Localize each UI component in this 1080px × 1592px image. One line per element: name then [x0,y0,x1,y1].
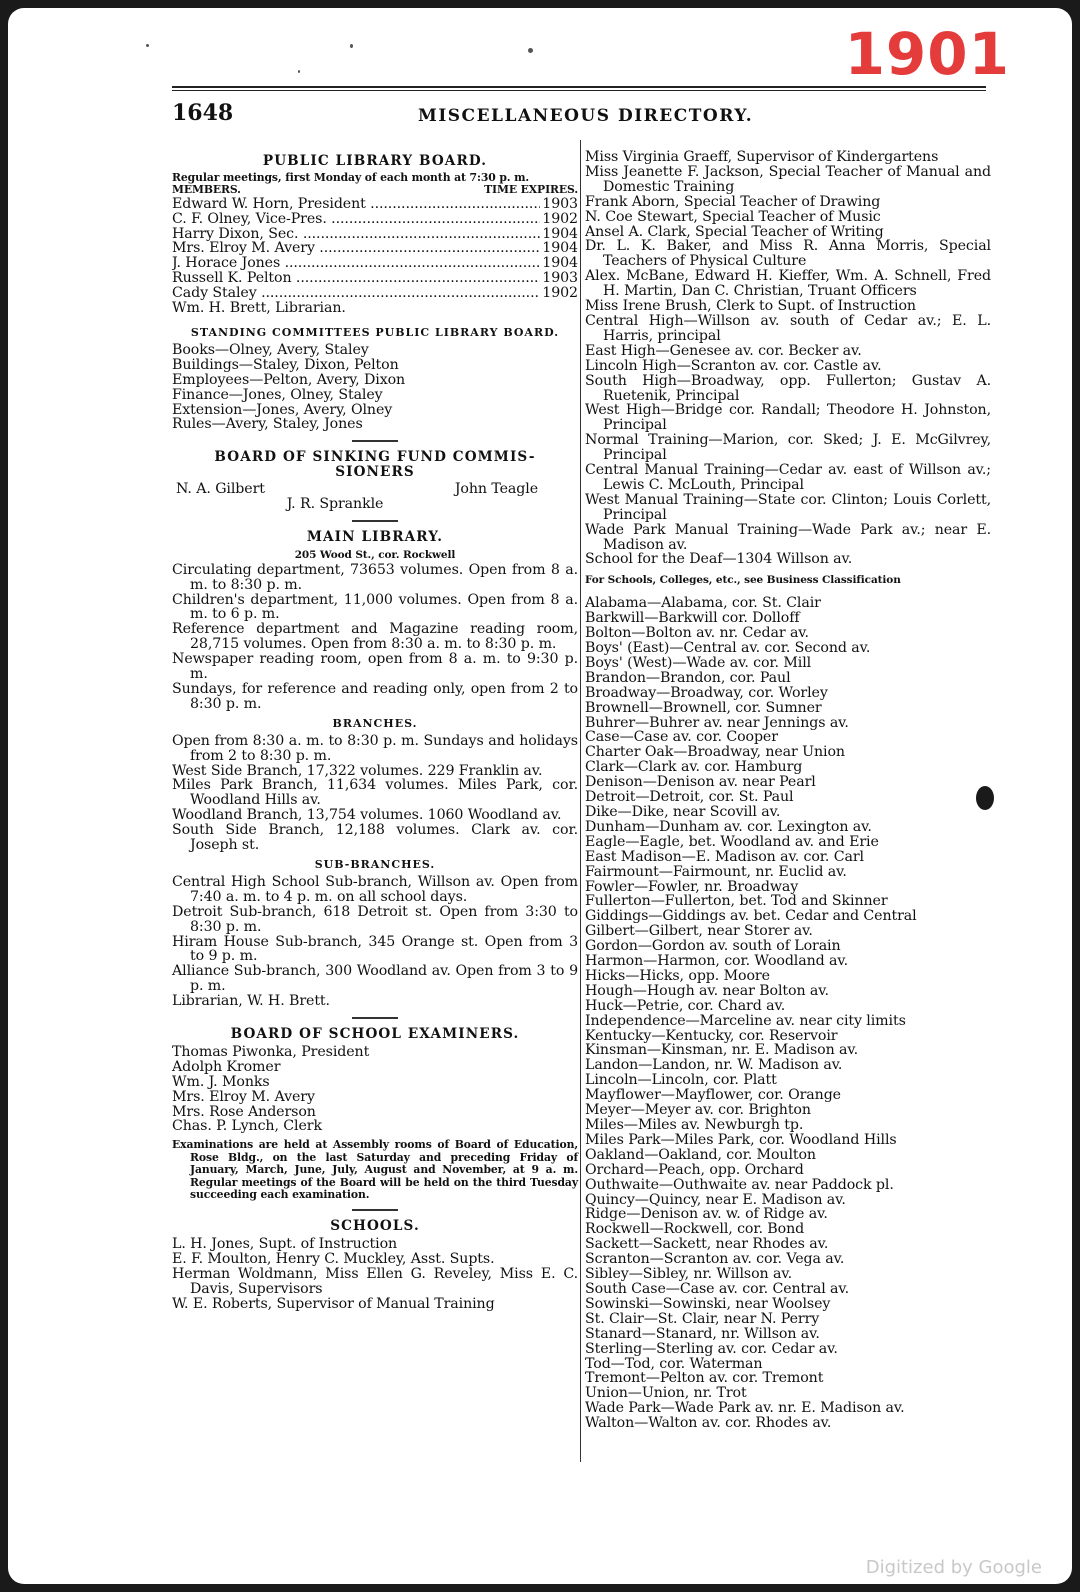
schools-entry: Alex. McBane, Edward H. Kieffer, Wm. A. Schnell, Fred H. Martin, Dan C. Christian, Truant Officers [585,268,991,300]
school-list-item: Sowinski—Sowinski, near Woolsey [585,1295,831,1312]
branches-heading: BRANCHES. [332,716,418,730]
schools-right-entries [585,150,991,567]
schools-entry: Miss Virginia Graeff, Supervisor of Kindergartens [585,149,939,165]
member-expires: 1904 [542,255,578,272]
branch-entry: South Side Branch, 12,188 volumes. Clark av. cor. Joseph st. [172,822,578,854]
main-library-heading: MAIN LIBRARY. [306,528,444,545]
school-list-item: Rockwell—Rockwell, cor. Bond [585,1221,805,1238]
school-list-item: Miles Park—Miles Park, cor. Woodland Hills [585,1131,897,1148]
member-expires: 1904 [542,240,578,257]
committees-heading: STANDING COMMITTEES PUBLIC LIBRARY BOARD. [190,325,560,339]
school-list-item: Ridge—Denison av. w. of Ridge av. [585,1206,828,1223]
library-board-note: Regular meetings, first Monday of each month at 7:30 p. m. [172,170,530,184]
school-list-item: Oakland—Oakland, cor. Moulton [585,1146,816,1163]
school-list-item: Tod—Tod, cor. Waterman [585,1355,763,1372]
examiner-name: Mrs. Elroy M. Avery [172,1088,315,1105]
schools-heading: SCHOOLS. [330,1218,420,1235]
school-list-item: Bolton—Bolton av. nr. Cedar av. [585,625,809,642]
sinking-fund-names [172,482,578,497]
school-list-item: Sibley—Sibley, nr. Willson av. [585,1266,792,1283]
examiner-name: Chas. P. Lynch, Clerk [172,1118,322,1135]
section-rule [352,1209,398,1211]
school-list-item: Orchard—Peach, opp. Orchard [585,1161,804,1178]
school-list-item: Eagle—Eagle, bet. Woodland av. and Erie [585,833,879,850]
school-list-item: Fairmount—Fairmount, nr. Euclid av. [585,863,847,880]
left-column [172,150,578,1312]
running-head: MISCELLANEOUS DIRECTORY. [418,106,754,126]
col-expires: TIME EXPIRES. [484,183,578,197]
committee-item: Buildings—Staley, Dixon, Pelton [172,356,399,373]
school-list-item: Dike—Dike, near Scovill av. [585,803,781,820]
schools-list [585,596,991,1431]
member-expires: 1903 [542,195,578,212]
committees-list [172,343,578,432]
member-name: C. F. Olney, Vice-Pres. ..... [172,212,540,227]
member-expires: 1903 [542,270,578,287]
school-list-item: Scranton—Scranton av. cor. Vega av. [585,1251,845,1268]
school-list-item: Broadway—Broadway, cor. Worley [585,684,828,701]
school-list-item: Giddings—Giddings av. bet. Cedar and Central [585,908,917,925]
branch-entry: Woodland Branch, 13,754 volumes. 1060 Woodland av. [172,807,562,824]
sinking-fund-name: N. A. Gilbert [176,481,265,498]
member-row [172,241,578,256]
scan-speck [146,44,149,47]
examiners-list [172,1045,578,1134]
schools-left-entries [172,1237,578,1312]
examiner-name: Thomas Piwonka, President [172,1043,370,1060]
sub-branch-entry: Hiram House Sub-branch, 345 Orange st. Open from 3 to 9 p. m. [172,933,578,965]
school-list-item: Quincy—Quincy, near E. Madison av. [585,1191,846,1208]
school-list-item: Detroit—Detroit, cor. St. Paul [585,789,794,806]
main-library-entry: Newspaper reading room, open from 8 a. m. to 9:30 p. m. [172,651,578,683]
schools-entry: Lincoln High—Scranton av. cor. Castle av. [585,357,882,374]
member-row [172,227,578,242]
schools-entry: L. H. Jones, Supt. of Instruction [172,1236,398,1253]
school-list-item: Kentucky—Kentucky, cor. Reservoir [585,1027,838,1044]
school-list-item: Miles—Miles av. Newburgh tp. [585,1117,804,1133]
member-expires: 1902 [542,285,578,302]
schools-entry: W. E. Roberts, Supervisor of Manual Training [172,1295,495,1312]
school-list-item: Huck—Petrie, cor. Chard av. [585,997,786,1014]
schools-entry: Miss Jeanette F. Jackson, Special Teacher of Manual and Domestic Training [585,163,991,195]
branch-entry: West Side Branch, 17,322 volumes. 229 Franklin av. [172,762,543,779]
member-expires: 1904 [542,225,578,242]
member-name: Cady Staley ..... [172,286,540,301]
school-list-item: Union—Union, nr. Trot [585,1385,747,1402]
school-list-item: Landon—Landon, nr. W. Madison av. [585,1057,843,1074]
committee-item: Finance—Jones, Olney, Staley [172,386,383,403]
column-divider [580,140,581,1462]
school-list-item: Denison—Denison av. near Pearl [585,774,816,791]
year-label: 1901 [844,20,1010,88]
examiners-note: Examinations are held at Assembly rooms of Board of Education, Rose Bldg., on the last Saturday and preceding Friday of January, March, June, July, August and November, at 9 a. m. Regular meetings of the Board will be held on the third Tuesday succeeding each examination. [172,1138,578,1201]
scan-speck [528,48,533,53]
member-name: J. Horace Jones ..... [172,256,540,271]
school-list-item: Case—Case av. cor. Cooper [585,729,778,746]
school-list-item: Brownell—Brownell, cor. Sumner [585,699,822,716]
main-library-entry: Sundays, for reference and reading only, open from 2 to 8:30 p. m. [172,681,578,712]
main-library-address: 205 Wood St., cor. Rockwell [294,548,456,561]
right-column [585,150,991,1431]
branches-entries [172,734,578,853]
school-list-item: Sackett—Sackett, near Rhodes av. [585,1236,829,1253]
school-list-item: Sterling—Sterling av. cor. Cedar av. [585,1340,838,1357]
schools-entry: Herman Woldmann, Miss Ellen G. Reveley, Miss E. C. Davis, Supervisors [172,1266,578,1298]
scanned-page [8,8,1072,1584]
main-library-entry: Circulating department, 73653 volumes. Open from 8 a. m. to 8:30 p. m. [172,561,578,593]
branch-entry: Open from 8:30 a. m. to 8:30 p. m. Sundays and holidays from 2 to 8:30 p. m. [172,732,578,764]
school-list-item: Gilbert—Gilbert, near Storer av. [585,923,813,940]
school-list-item: Hough—Hough av. near Bolton av. [585,982,829,999]
school-list-item: Clark—Clark av. cor. Hamburg [585,759,803,776]
schools-entry: East High—Genesee av. cor. Becker av. [585,342,862,359]
school-list-item: Charter Oak—Broadway, near Union [585,744,845,761]
school-list-item: Walton—Walton av. cor. Rhodes av. [585,1415,832,1432]
member-name: Edward W. Horn, President ..... [172,197,540,212]
member-row [172,256,578,271]
school-list-item: Fowler—Fowler, nr. Broadway [585,878,799,895]
school-list-item: Stanard—Stanard, nr. Willson av. [585,1325,820,1342]
school-list-item: Alabama—Alabama, cor. St. Clair [585,595,821,612]
schools-entry: N. Coe Stewart, Special Teacher of Music [585,208,881,225]
sub-branch-entry: Central High School Sub-branch, Willson av. Open from 7:40 a. m. to 4 p. m. on all school days. [172,873,578,905]
scan-speck [350,44,353,48]
schools-entry: Ansel A. Clark, Special Teacher of Writing [585,223,884,240]
committee-item: Employees—Pelton, Avery, Dixon [172,371,406,388]
school-list-item: Hicks—Hicks, opp. Moore [585,967,770,984]
school-list-item: Tremont—Pelton av. cor. Tremont [585,1370,824,1387]
school-list-item: Dunham—Dunham av. cor. Lexington av. [585,818,872,835]
school-list-item: Boys' (East)—Central av. cor. Second av. [585,640,871,656]
school-list-item: Wade Park—Wade Park av. nr. E. Madison av. [585,1400,905,1417]
sub-branch-entry: Librarian, W. H. Brett. [172,993,330,1010]
header-rule [172,86,986,91]
schools-entry: E. F. Moulton, Henry C. Muckley, Asst. Supts. [172,1251,495,1268]
digitized-by-watermark: Digitized by Google [865,1557,1042,1578]
schools-entry: Dr. L. K. Baker, and Miss R. Anna Morris, Special Teachers of Physical Culture [585,238,991,270]
sub-branch-entry: Detroit Sub-branch, 618 Detroit st. Open from 3:30 to 8:30 p. m. [172,903,578,935]
member-row [172,286,578,301]
school-list-item: Mayflower—Mayflower, cor. Orange [585,1087,841,1104]
library-board-heading: PUBLIC LIBRARY BOARD. [262,153,488,169]
school-list-item: Outhwaite—Outhwaite av. near Paddock pl. [585,1176,894,1193]
schools-entry: Central High—Willson av. south of Cedar av.; E. L. Harris, principal [585,312,991,344]
schools-entry: South High—Broadway, opp. Fullerton; Gustav A. Ruetenik, Principal [585,372,991,404]
schools-entry: School for the Deaf—1304 Willson av. [585,551,853,568]
page-number: 1648 [172,100,234,126]
committee-item: Rules—Avery, Staley, Jones [172,416,363,433]
main-library-entry: Reference department and Magazine reading room, 28,715 volumes. Open from 8:30 a. m. to 8:30 p. m. [172,621,578,653]
member-name: Harry Dixon, Sec. ..... [172,227,540,242]
member-name: Russell K. Pelton ..... [172,271,540,286]
schools-entry: West High—Bridge cor. Randall; Theodore H. Johnston, Principal [585,402,991,434]
member-name: Mrs. Elroy M. Avery ..... [172,241,540,256]
branch-entry: Miles Park Branch, 11,634 volumes. Miles Park, cor. Woodland Hills av. [172,777,578,809]
member-row [172,212,578,227]
sinking-fund-name: J. R. Sprankle [286,496,384,513]
sinking-fund-name: John Teagle [454,481,538,498]
sub-branches-entries [172,875,578,1009]
schools-entry: Central Manual Training—Cedar av. east of Willson av.; Lewis C. McLouth, Principal [585,462,991,493]
see-also-note: For Schools, Colleges, etc., see Business Classification [585,574,901,587]
librarian: Wm. H. Brett, Librarian. [172,300,346,317]
schools-entry: Wade Park Manual Training—Wade Park av.; near E. Madison av. [585,521,991,553]
schools-entry: Normal Training—Marion, cor. Sked; J. E. McGilvrey, Principal [585,432,991,464]
sub-branch-entry: Alliance Sub-branch, 300 Woodland av. Open from 3 to 9 p. m. [172,963,578,995]
col-members: MEMBERS. [172,183,241,197]
school-list-item: Fullerton—Fullerton, bet. Tod and Skinner [585,893,888,910]
main-library-entry: Children's department, 11,000 volumes. Open from 8 a. m. to 6 p. m. [172,591,578,623]
school-list-item: Barkwill—Barkwill cor. Dolloff [585,610,800,627]
school-list-item: Independence—Marceline av. near city limits [585,1012,906,1029]
examiners-heading: BOARD OF SCHOOL EXAMINERS. [230,1026,520,1043]
member-expires: 1902 [542,210,578,227]
examiner-name: Mrs. Rose Anderson [172,1103,316,1120]
school-list-item: Kinsman—Kinsman, nr. E. Madison av. [585,1042,859,1059]
school-list-item: Meyer—Meyer av. cor. Brighton [585,1102,811,1119]
schools-entry: Frank Aborn, Special Teacher of Drawing [585,193,881,210]
section-rule [352,1017,398,1019]
school-list-item: Brandon—Brandon, cor. Paul [585,669,791,686]
sinking-fund-heading: BOARD OF SINKING FUND COMMIS-SIONERS [214,449,536,481]
examiner-name: Wm. J. Monks [172,1073,270,1090]
school-list-item: Gordon—Gordon av. south of Lorain [585,938,841,955]
school-list-item: Buhrer—Buhrer av. near Jennings av. [585,714,849,731]
scan-speck [298,70,300,73]
member-row [172,271,578,286]
school-list-item: South Case—Case av. cor. Central av. [585,1280,850,1297]
member-row [172,197,578,212]
school-list-item: East Madison—E. Madison av. cor. Carl [585,848,864,865]
sub-branches-heading: SUB-BRANCHES. [314,857,436,871]
committee-item: Extension—Jones, Avery, Olney [172,401,393,418]
school-list-item: Boys' (West)—Wade av. cor. Mill [585,654,812,671]
members-list [172,197,578,301]
section-rule [352,520,398,522]
schools-entry: Miss Irene Brush, Clerk to Supt. of Instruction [585,298,916,315]
main-library-entries [172,563,578,712]
school-list-item: Lincoln—Lincoln, cor. Platt [585,1072,777,1089]
school-list-item: St. Clair—St. Clair, near N. Perry [585,1310,820,1327]
committee-item: Books—Olney, Avery, Staley [172,341,369,358]
section-rule [352,440,398,442]
examiner-name: Adolph Kromer [172,1058,281,1075]
school-list-item: Harmon—Harmon, cor. Woodland av. [585,953,849,970]
schools-entry: West Manual Training—State cor. Clinton; Louis Corlett, Principal [585,491,991,523]
members-header [172,184,578,196]
